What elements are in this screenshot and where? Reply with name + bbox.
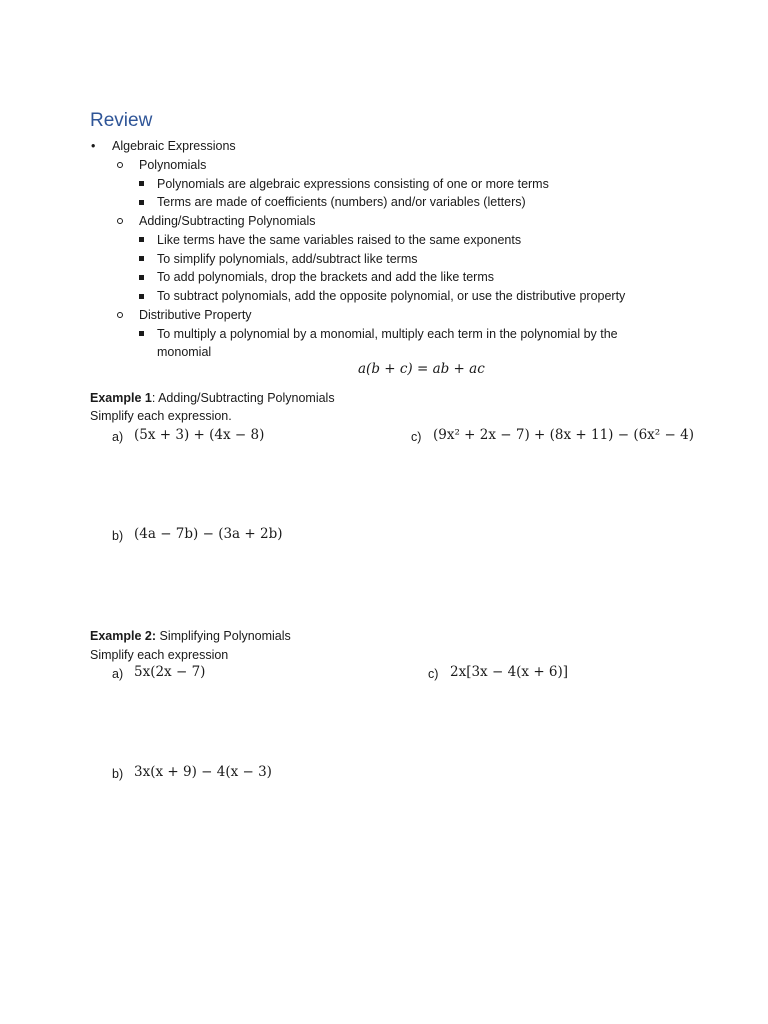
example1-b-label: b) — [112, 529, 124, 543]
example2-title-bold: Example 2: — [90, 629, 157, 643]
distributive-item-line2: monomial — [157, 345, 212, 359]
example2-c-expression: 2x[3x − 4(x + 6)] — [450, 664, 569, 680]
example1-b-expression: (4a − 7b) − (3a + 2b) — [134, 526, 283, 542]
example1-instruction: Simplify each expression. — [90, 409, 232, 423]
example1-a-expression: (5x + 3) + (4x − 8) — [134, 427, 265, 443]
example1-c-label: c) — [411, 430, 422, 444]
distributive-label: Distributive Property — [139, 308, 252, 322]
example1-c-expression: (9x² + 2x − 7) + (8x + 11) − (6x² − 4) — [433, 427, 694, 443]
example1-title-rest: : Adding/Subtracting Polynomials — [151, 391, 335, 405]
circle-bullet-icon — [117, 162, 123, 168]
square-bullet-icon — [139, 294, 144, 299]
example2-b-expression: 3x(x + 9) − 4(x − 3) — [134, 764, 272, 780]
adding-item-2: To simplify polynomials, add/subtract like terms — [157, 252, 418, 266]
example2-a-expression: 5x(2x − 7) — [134, 664, 206, 680]
polynomials-label: Polynomials — [139, 158, 207, 172]
polynomials-item-1: Polynomials are algebraic expressions consisting of one or more terms — [157, 177, 549, 191]
adding-item-1: Like terms have the same variables raised to the same exponents — [157, 233, 522, 247]
review-heading: Review — [90, 110, 153, 131]
square-bullet-icon — [139, 181, 144, 186]
adding-label: Adding/Subtracting Polynomials — [139, 214, 316, 228]
square-bullet-icon — [139, 331, 144, 336]
algebraic-expressions-label: Algebraic Expressions — [112, 139, 236, 153]
example1-title-bold: Example 1 — [90, 391, 152, 405]
distributive-item-line1: To multiply a polynomial by a monomial, multiply each term in the polynomial by the — [157, 327, 618, 341]
example1-a-label: a) — [112, 430, 124, 444]
example2-title-rest: Simplifying Polynomials — [156, 629, 291, 643]
bullet-dot: • — [91, 139, 96, 153]
example2-instruction: Simplify each expression — [90, 648, 229, 662]
square-bullet-icon — [139, 200, 144, 205]
circle-bullet-icon — [117, 218, 123, 224]
square-bullet-icon — [139, 237, 144, 242]
distributive-formula: a(b + c) = ab + ac — [358, 361, 485, 377]
square-bullet-icon — [139, 256, 144, 261]
adding-item-3: To add polynomials, drop the brackets and add the like terms — [157, 270, 494, 284]
polynomials-item-2: Terms are made of coefficients (numbers) and/or variables (letters) — [157, 195, 526, 209]
example2-c-label: c) — [428, 667, 439, 681]
circle-bullet-icon — [117, 312, 123, 318]
example2-title — [90, 627, 291, 645]
square-bullet-icon — [139, 275, 144, 280]
example2-a-label: a) — [112, 667, 124, 681]
example1-title — [90, 389, 335, 407]
adding-item-4: To subtract polynomials, add the opposite polynomial, or use the distributive property — [157, 289, 626, 303]
example2-b-label: b) — [112, 767, 124, 781]
